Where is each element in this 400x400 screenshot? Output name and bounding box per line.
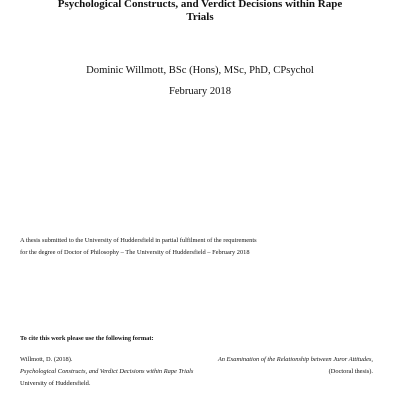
citation-line-1: [20, 354, 373, 366]
citation-publisher: University of Huddersfield.: [20, 380, 91, 387]
citation-author: Willmott, D. (2018).: [20, 356, 73, 363]
citation-type: (Doctoral thesis).: [328, 368, 373, 375]
submission-date: February 2018: [168, 86, 232, 97]
document-title-line-2: Trials: [186, 11, 214, 23]
submission-line-2: for the degree of Doctor of Philosophy – The University of Huddersfield – February 2018: [20, 249, 250, 256]
submission-line-1: A thesis submitted to the University of Huddersfield in partial fulfilment of the requirements: [20, 237, 257, 244]
document-title-line-1: Psychological Constructs, and Verdict Decisions within Rape: [57, 0, 343, 10]
citation-title-part-2: Psychological Constructs, and Verdict Decisions within Rape Trials: [20, 368, 194, 375]
submission-statement: [20, 235, 365, 259]
citation-line-2: [20, 366, 373, 378]
citation-heading: To cite this work please use the following format:: [20, 335, 154, 342]
citation-block: [20, 354, 373, 390]
citation-title-part-1: An Examination of the Relationship between Juror Attitudes,: [217, 356, 373, 363]
author-name: Dominic Willmott, BSc (Hons), MSc, PhD, CPsychol: [86, 65, 314, 76]
